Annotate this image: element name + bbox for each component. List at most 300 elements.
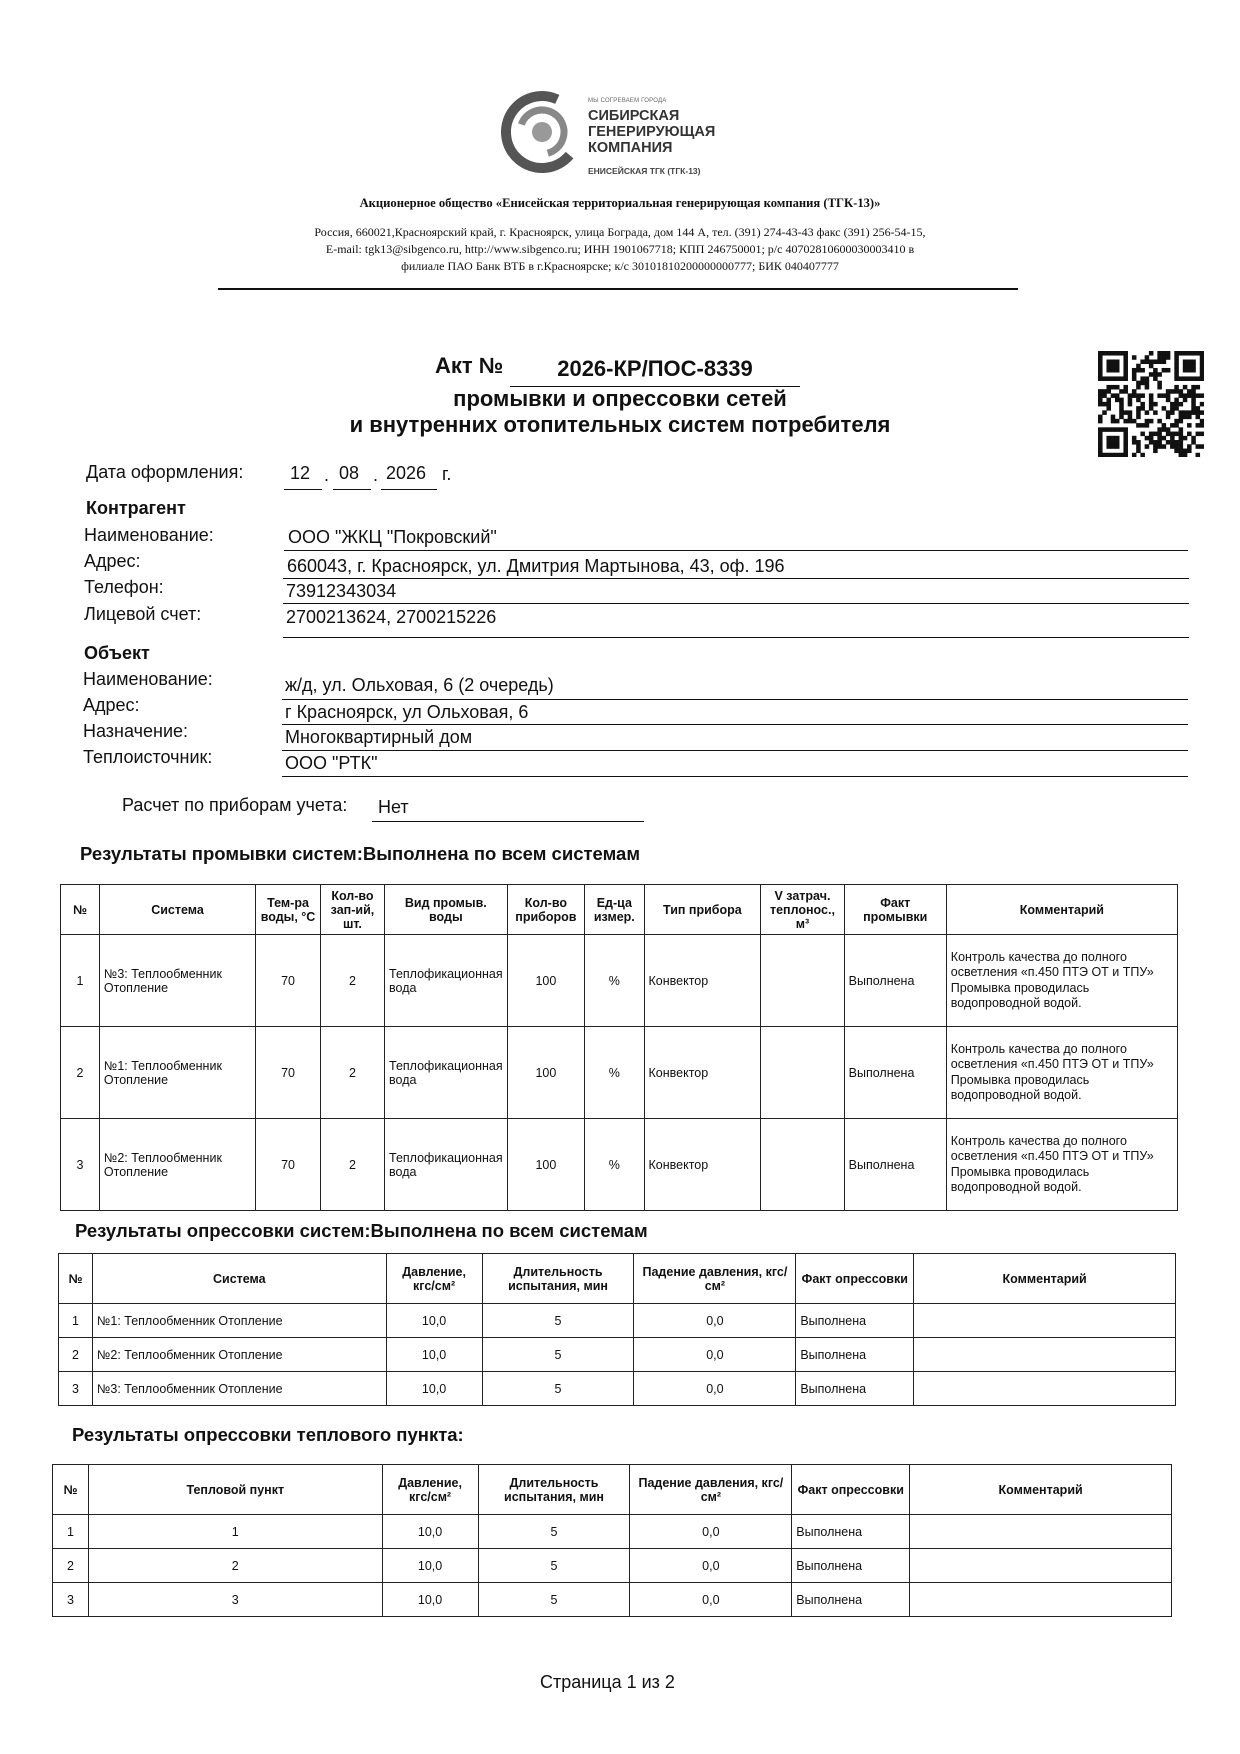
pressure-point-cell-fact: Выполнена [792, 1583, 910, 1617]
qr-module [1145, 376, 1150, 381]
flushing-cell-fact: Выполнена [844, 1027, 946, 1119]
qr-module [1191, 440, 1196, 445]
qr-module [1149, 406, 1154, 411]
flushing-header-cell: V затрач. теплонос., м³ [761, 885, 844, 935]
qr-module [1136, 385, 1141, 390]
issue-date-day: 12 [290, 463, 311, 483]
flushing-header-cell: Комментарий [946, 885, 1177, 935]
qr-module [1102, 427, 1107, 432]
act-title-line-3: и внутренних отопительных систем потребителя [349, 412, 891, 437]
logo-branch: ЕНИСЕЙСКАЯ ТГК (ТГК-13) [588, 166, 701, 176]
qr-module [1106, 427, 1111, 432]
qr-module [1123, 432, 1128, 437]
qr-module [1170, 406, 1175, 411]
qr-module [1128, 415, 1133, 420]
qr-module [1149, 419, 1154, 424]
contractor-phone-underline [283, 603, 1189, 604]
object-name: ж/д, ул. Ольховая, 6 (2 очередь) [285, 675, 554, 695]
pressure-systems-header-cell: Система [92, 1254, 386, 1304]
qr-module [1191, 406, 1196, 411]
qr-module [1140, 402, 1145, 407]
object-purpose-underline [282, 750, 1188, 751]
qr-module [1123, 453, 1128, 457]
qr-module [1115, 376, 1120, 381]
contractor-address: 660043, г. Красноярск, ул. Дмитрия Мартынова, 43, оф. 196 [287, 556, 785, 576]
qr-module [1111, 364, 1116, 369]
pressure-point-heading: Результаты опрессовки теплового пункта: [72, 1424, 464, 1445]
qr-module [1174, 449, 1179, 454]
object-heading: Объект [84, 643, 150, 663]
qr-module [1191, 393, 1196, 398]
qr-module [1102, 393, 1107, 398]
qr-module [1149, 436, 1154, 441]
qr-module [1111, 427, 1116, 432]
qr-module [1102, 453, 1107, 457]
flushing-cell-device_type: Конвектор [644, 1119, 761, 1211]
qr-module [1200, 364, 1204, 369]
pressure-systems-row [59, 1372, 1176, 1406]
pressure-systems-cell-drop: 0,0 [634, 1372, 796, 1406]
qr-module [1166, 440, 1171, 445]
pressure-point-cell-fact: Выполнена [792, 1549, 910, 1583]
flushing-header-cell: Кол-во приборов [507, 885, 585, 935]
qr-module [1119, 453, 1124, 457]
qr-module [1098, 415, 1103, 420]
pressure-point-cell-drop: 0,0 [630, 1583, 792, 1617]
qr-module [1098, 436, 1103, 441]
qr-module [1111, 453, 1116, 457]
date-day-underline [284, 489, 322, 490]
qr-module [1123, 436, 1128, 441]
qr-module [1136, 410, 1141, 415]
qr-module [1145, 419, 1150, 424]
qr-module [1115, 444, 1120, 449]
qr-module [1183, 436, 1188, 441]
qr-module [1187, 393, 1192, 398]
pressure-systems-header-cell: Падение давления, кгс/см² [634, 1254, 796, 1304]
object-purpose-label: Назначение: [83, 721, 189, 741]
qr-module [1128, 410, 1133, 415]
qr-module [1140, 432, 1145, 437]
qr-module [1140, 368, 1145, 373]
pressure-systems-cell-n: 2 [59, 1338, 93, 1372]
pressure-point-row [53, 1549, 1172, 1583]
pressure-systems-cell-comment [914, 1372, 1176, 1406]
qr-module [1123, 444, 1128, 449]
act-number: 2026-КР/ПОС-8339 [510, 356, 800, 387]
qr-module [1166, 393, 1171, 398]
qr-module [1145, 436, 1150, 441]
qr-module [1183, 368, 1188, 373]
flushing-cell-valves: 2 [320, 935, 384, 1027]
pressure-systems-header-cell: Давление, кгс/см² [386, 1254, 482, 1304]
qr-module [1174, 398, 1179, 403]
issue-date-label: Дата оформления: [86, 462, 244, 482]
qr-module [1191, 385, 1196, 390]
qr-module [1136, 364, 1141, 369]
qr-module [1098, 389, 1103, 394]
qr-module [1187, 368, 1192, 373]
qr-module [1098, 449, 1103, 454]
flushing-cell-unit: % [585, 1027, 644, 1119]
flushing-cell-temp: 70 [256, 1119, 321, 1211]
qr-module [1111, 419, 1116, 424]
qr-module [1106, 389, 1111, 394]
qr-module [1200, 368, 1204, 373]
pressure-point-cell-comment [910, 1583, 1172, 1617]
pressure-systems-cell-fact: Выполнена [796, 1304, 914, 1338]
qr-module [1128, 419, 1133, 424]
qr-module [1119, 410, 1124, 415]
qr-module [1196, 453, 1201, 457]
qr-module [1153, 410, 1158, 415]
flushing-cell-device_type: Конвектор [644, 935, 761, 1027]
pressure-systems-cell-duration: 5 [482, 1338, 634, 1372]
qr-module [1136, 368, 1141, 373]
qr-module [1106, 440, 1111, 445]
pressure-systems-cell-system: №1: Теплообменник Отопление [92, 1304, 386, 1338]
contractor-name-underline [284, 550, 1188, 551]
qr-module [1123, 351, 1128, 356]
qr-module [1140, 423, 1145, 428]
qr-module [1179, 444, 1184, 449]
pressure-systems-cell-comment [914, 1304, 1176, 1338]
contractor-address-underline [283, 578, 1189, 579]
qr-module [1115, 436, 1120, 441]
qr-module [1179, 376, 1184, 381]
qr-module [1140, 406, 1145, 411]
qr-module [1162, 444, 1167, 449]
pressure-systems-cell-system: №2: Теплообменник Отопление [92, 1338, 386, 1372]
qr-module [1145, 355, 1150, 360]
qr-module [1183, 385, 1188, 390]
object-purpose: Многоквартирный дом [285, 727, 473, 747]
pressure-systems-cell-pressure: 10,0 [386, 1304, 482, 1338]
qr-module [1157, 351, 1162, 356]
flushing-cell-fact: Выполнена [844, 935, 946, 1027]
qr-module [1132, 355, 1137, 360]
qr-module [1170, 432, 1175, 437]
pressure-point-cell-fact: Выполнена [792, 1515, 910, 1549]
date-sep-1: . [324, 465, 330, 485]
qr-module [1102, 410, 1107, 415]
qr-module [1162, 427, 1167, 432]
company-logo [500, 90, 740, 180]
qr-module [1098, 432, 1103, 437]
flushing-cell-water: Теплофикационная вода [385, 935, 508, 1027]
qr-module [1157, 355, 1162, 360]
qr-module [1196, 410, 1201, 415]
qr-module [1179, 449, 1184, 454]
qr-module [1174, 432, 1179, 437]
qr-module [1157, 393, 1162, 398]
qr-module [1149, 372, 1154, 377]
metering-value: Нет [378, 797, 409, 817]
qr-module [1187, 359, 1192, 364]
qr-module [1149, 402, 1154, 407]
qr-module [1157, 381, 1162, 386]
qr-module [1170, 436, 1175, 441]
qr-module [1153, 372, 1158, 377]
qr-module [1179, 393, 1184, 398]
flushing-cell-device_type: Конвектор [644, 1027, 761, 1119]
flushing-cell-n: 1 [61, 935, 100, 1027]
qr-module [1187, 432, 1192, 437]
brand-line-2: ГЕНЕРИРУЮЩАЯ [588, 124, 716, 140]
qr-module [1191, 376, 1196, 381]
qr-module [1166, 398, 1171, 403]
object-address-underline [282, 724, 1188, 725]
flushing-cell-valves: 2 [320, 1119, 384, 1211]
qr-module [1106, 402, 1111, 407]
qr-module [1179, 402, 1184, 407]
qr-module [1166, 389, 1171, 394]
qr-module [1174, 389, 1179, 394]
pressure-point-table [52, 1464, 1172, 1617]
qr-module [1200, 410, 1204, 415]
qr-code-icon [1098, 351, 1204, 457]
qr-module [1191, 402, 1196, 407]
qr-module [1128, 402, 1133, 407]
pressure-systems-cell-n: 3 [59, 1372, 93, 1406]
qr-module [1123, 449, 1128, 454]
pressure-point-cell-pressure: 10,0 [382, 1549, 478, 1583]
contractor-phone-label: Телефон: [84, 577, 164, 597]
qr-module [1166, 415, 1171, 420]
brand-line-1: СИБИРСКАЯ [588, 108, 680, 124]
flushing-cell-volume [761, 935, 844, 1027]
header-divider [218, 288, 1018, 290]
pressure-systems-header-cell: Факт опрессовки [796, 1254, 914, 1304]
qr-module [1191, 364, 1196, 369]
qr-module [1115, 398, 1120, 403]
qr-module [1166, 427, 1171, 432]
flushing-cell-comment: Контроль качества до полного осветления «п.450 ПТЭ ОТ и ТПУ» Промывка проводилась водопроводной водой. [946, 935, 1177, 1027]
date-sep-2: . [373, 465, 379, 485]
qr-module [1136, 393, 1141, 398]
issue-date-year: 2026 [386, 463, 427, 483]
pressure-point-cell-point: 3 [88, 1583, 382, 1617]
qr-module [1174, 440, 1179, 445]
qr-module [1140, 453, 1145, 457]
qr-module [1098, 453, 1103, 457]
qr-module [1200, 355, 1204, 360]
qr-module [1191, 398, 1196, 403]
qr-module [1157, 385, 1162, 390]
qr-module [1157, 444, 1162, 449]
qr-module [1119, 398, 1124, 403]
qr-module [1098, 402, 1103, 407]
contractor-account: 2700213624, 2700215226 [286, 607, 497, 627]
flushing-cell-n: 2 [61, 1027, 100, 1119]
contractor-heading: Контрагент [86, 498, 186, 518]
brand-line-3: КОМПАНИЯ [588, 140, 673, 156]
qr-module [1166, 432, 1171, 437]
qr-module [1145, 410, 1150, 415]
qr-module [1140, 393, 1145, 398]
contractor-name-label: Наименование: [84, 525, 214, 545]
pressure-systems-row [59, 1304, 1176, 1338]
qr-module [1196, 376, 1201, 381]
qr-module [1196, 444, 1201, 449]
qr-module [1174, 364, 1179, 369]
qr-module [1119, 402, 1124, 407]
flushing-heading: Результаты промывки систем:Выполнена по всем системам [80, 843, 641, 864]
qr-module [1179, 419, 1184, 424]
pressure-systems-cell-fact: Выполнена [796, 1372, 914, 1406]
object-name-label: Наименование: [83, 669, 213, 689]
qr-module [1111, 440, 1116, 445]
qr-module [1157, 427, 1162, 432]
qr-module [1115, 351, 1120, 356]
qr-module [1162, 368, 1167, 373]
qr-module [1098, 351, 1103, 356]
page-number: Страница 1 из 2 [540, 1672, 675, 1692]
pressure-systems-header-cell: Длительность испытания, мин [482, 1254, 634, 1304]
qr-module [1200, 393, 1204, 398]
qr-module [1136, 423, 1141, 428]
qr-module [1098, 444, 1103, 449]
date-year-underline [381, 489, 437, 490]
pressure-point-header-cell: Давление, кгс/см² [382, 1465, 478, 1515]
qr-module [1111, 376, 1116, 381]
qr-module [1200, 419, 1204, 424]
qr-module [1132, 389, 1137, 394]
pressure-point-cell-n: 3 [53, 1583, 89, 1617]
metering-label: Расчет по приборам учета: [122, 795, 348, 815]
qr-module [1111, 444, 1116, 449]
qr-module [1174, 406, 1179, 411]
qr-module [1183, 415, 1188, 420]
flushing-cell-comment: Контроль качества до полного осветления «п.450 ПТЭ ОТ и ТПУ» Промывка проводилась водопроводной водой. [946, 1027, 1177, 1119]
act-title-line-2: промывки и опрессовки сетей [453, 386, 787, 411]
qr-module [1149, 351, 1154, 356]
qr-module [1098, 355, 1103, 360]
qr-module [1174, 419, 1179, 424]
qr-module [1098, 359, 1103, 364]
qr-module [1115, 364, 1120, 369]
qr-module [1145, 385, 1150, 390]
qr-module [1183, 449, 1188, 454]
qr-module [1115, 385, 1120, 390]
flushing-cell-water: Теплофикационная вода [385, 1119, 508, 1211]
sgk-swirl-logo-icon [500, 90, 584, 174]
qr-module [1179, 436, 1184, 441]
qr-module [1149, 398, 1154, 403]
qr-module [1098, 427, 1103, 432]
pressure-point-cell-pressure: 10,0 [382, 1515, 478, 1549]
qr-module [1174, 351, 1179, 356]
qr-module [1196, 415, 1201, 420]
qr-module [1187, 376, 1192, 381]
qr-module [1106, 444, 1111, 449]
qr-module [1191, 351, 1196, 356]
qr-module [1179, 432, 1184, 437]
qr-module [1136, 444, 1141, 449]
qr-module [1162, 423, 1167, 428]
qr-module [1123, 389, 1128, 394]
flushing-row [61, 935, 1178, 1027]
qr-module [1153, 376, 1158, 381]
qr-module [1174, 444, 1179, 449]
qr-module [1174, 402, 1179, 407]
pressure-systems-table [58, 1253, 1176, 1406]
qr-module [1123, 427, 1128, 432]
flushing-cell-unit: % [585, 935, 644, 1027]
qr-module [1187, 351, 1192, 356]
qr-module [1140, 381, 1145, 386]
qr-module [1200, 359, 1204, 364]
qr-module [1115, 453, 1120, 457]
qr-module [1183, 364, 1188, 369]
qr-module [1162, 436, 1167, 441]
qr-module [1132, 440, 1137, 445]
flushing-cell-unit: % [585, 1119, 644, 1211]
qr-module [1102, 389, 1107, 394]
qr-module [1191, 359, 1196, 364]
pressure-point-cell-duration: 5 [478, 1515, 630, 1549]
flushing-header-cell: Факт промывки [844, 885, 946, 935]
qr-module [1162, 406, 1167, 411]
qr-module [1115, 393, 1120, 398]
flushing-cell-valves: 2 [320, 1027, 384, 1119]
qr-module [1162, 393, 1167, 398]
qr-module [1187, 423, 1192, 428]
qr-module [1145, 359, 1150, 364]
object-heat-source-underline [282, 776, 1188, 777]
pressure-systems-cell-pressure: 10,0 [386, 1338, 482, 1372]
pressure-point-header-cell: Факт опрессовки [792, 1465, 910, 1515]
qr-module [1157, 436, 1162, 441]
object-address: г Красноярск, ул Ольховая, 6 [285, 702, 529, 722]
requisites-line-2: E-mail: tgk13@sibgenco.ru, http://www.sibgenco.ru; ИНН 1901067718; КПП 246750001; р/с 40702810600030003410 в [325, 242, 915, 256]
qr-module [1187, 449, 1192, 454]
qr-module [1149, 432, 1154, 437]
flushing-cell-devices: 100 [507, 935, 585, 1027]
qr-module [1174, 355, 1179, 360]
pressure-systems-row [59, 1338, 1176, 1372]
pressure-point-cell-comment [910, 1549, 1172, 1583]
qr-module [1174, 368, 1179, 373]
pressure-point-header-cell: Тепловой пункт [88, 1465, 382, 1515]
qr-module [1174, 376, 1179, 381]
qr-module [1200, 376, 1204, 381]
qr-module [1115, 427, 1120, 432]
qr-module [1149, 440, 1154, 445]
qr-module [1098, 372, 1103, 377]
qr-module [1132, 368, 1137, 373]
qr-module [1132, 419, 1137, 424]
pressure-systems-cell-comment [914, 1338, 1176, 1372]
qr-module [1106, 453, 1111, 457]
pressure-point-header-cell: Длительность испытания, мин [478, 1465, 630, 1515]
qr-module [1119, 389, 1124, 394]
qr-module [1132, 453, 1137, 457]
flushing-header-cell: Тип прибора [644, 885, 761, 935]
qr-module [1119, 376, 1124, 381]
flushing-cell-fact: Выполнена [844, 1119, 946, 1211]
qr-module [1162, 351, 1167, 356]
pressure-systems-cell-pressure: 10,0 [386, 1372, 482, 1406]
qr-module [1106, 364, 1111, 369]
pressure-systems-cell-drop: 0,0 [634, 1338, 796, 1372]
pressure-point-header-cell: Комментарий [910, 1465, 1172, 1515]
qr-module [1179, 410, 1184, 415]
flushing-cell-water: Теплофикационная вода [385, 1027, 508, 1119]
pressure-systems-header-cell: Комментарий [914, 1254, 1176, 1304]
qr-module [1153, 440, 1158, 445]
qr-module [1098, 440, 1103, 445]
